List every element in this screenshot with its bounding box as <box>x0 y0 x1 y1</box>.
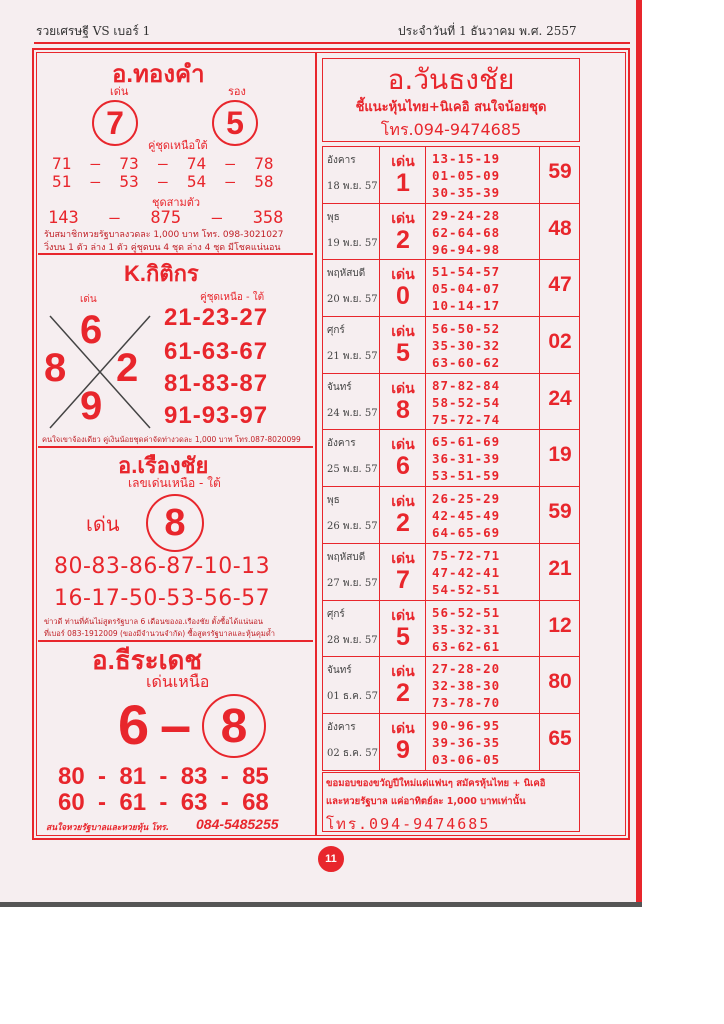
thongkham-den-label: เด่น <box>110 85 129 98</box>
row-den-number: 2 <box>396 225 410 254</box>
kittikorn-cross-left: 8 <box>44 346 67 390</box>
wanthongchai-row <box>322 374 580 431</box>
theeradet-footer-text: สนใจหวยรัฐบาลและหวยหุ้น โทร. <box>46 823 170 833</box>
row-den-label: เด่น <box>391 720 415 737</box>
row-total: 21 <box>548 556 572 580</box>
row-den-number: 2 <box>396 679 410 708</box>
row-total-cell <box>540 317 580 373</box>
row-total-cell <box>540 147 580 203</box>
row-set: 62-64-68 <box>432 224 501 240</box>
kittikorn-title: K.กิติกร <box>124 261 199 286</box>
row-date: 27 พ.ย. 57 <box>327 577 378 589</box>
row-den-cell <box>380 601 426 657</box>
row-total: 12 <box>548 613 572 637</box>
row-den-label: เด่น <box>391 267 415 284</box>
row-den-cell <box>380 657 426 713</box>
row-date-cell <box>322 487 380 543</box>
row-sets-cell <box>426 260 540 316</box>
page-edge-right <box>636 0 642 906</box>
row-den-cell <box>380 374 426 430</box>
row-set: 35-30-32 <box>432 338 501 354</box>
theeradet-num2-circle: 8 <box>202 694 266 758</box>
row-date-cell <box>322 430 380 486</box>
row-date: 21 พ.ย. 57 <box>327 351 378 363</box>
row-sets-cell <box>426 544 540 600</box>
row-day: พุธ <box>327 211 340 223</box>
row-den-cell <box>380 714 426 770</box>
thongkham-title: อ.ทองคำ <box>112 61 205 88</box>
row-day: พฤหัสบดี <box>327 268 366 280</box>
row-den-label: เด่น <box>391 550 415 567</box>
row-date-cell <box>322 204 380 260</box>
row-total-cell <box>540 260 580 316</box>
row-set: 13-15-19 <box>432 151 501 166</box>
row-date: 26 พ.ย. 57 <box>327 521 378 533</box>
wanthongchai-row <box>322 317 580 374</box>
kittikorn-den-label: เด่น <box>80 294 97 305</box>
row-set: 56-52-51 <box>432 604 501 620</box>
row-day: อังคาร <box>327 438 356 450</box>
row-date: 02 ธ.ค. 57 <box>327 747 378 759</box>
row-date: 28 พ.ย. 57 <box>327 634 378 646</box>
row-set: 90-96-95 <box>432 717 501 733</box>
row-set: 87-82-84 <box>432 377 501 393</box>
header-rule <box>34 42 630 44</box>
wanthongchai-row <box>322 487 580 544</box>
row-den-label: เด่น <box>391 664 415 681</box>
theeradet-sub: เด่นเหนือ <box>146 672 210 691</box>
wanthongchai-row <box>322 430 580 487</box>
row-total-cell <box>540 374 580 430</box>
wanthongchai-row <box>322 714 580 771</box>
row-set: 96-94-98 <box>432 241 501 257</box>
rueangchai-note1: ข่าวดี ท่านที่ค้นไม่สูตรรัฐบาล 6 เดือนของอ.เรืองชัย ตั้งซื้อได้แน่นอน <box>44 617 264 626</box>
wanthongchai-phone: โทร.094-9474685 <box>380 120 522 139</box>
theeradet-line1: 80 - 81 - 83 - 85 <box>58 763 269 790</box>
row-sets-cell <box>426 204 540 260</box>
row-set: 05-04-07 <box>432 281 501 297</box>
kittikorn-line-3: 81-83-87 <box>164 370 269 397</box>
thongkham-pair-row2: 51 – 53 – 54 – 58 <box>52 172 274 191</box>
thongkham-rong-circle: 5 <box>212 100 258 146</box>
row-date: 01 ธ.ค. 57 <box>327 691 378 703</box>
theeradet-footer-phone: 084-5485255 <box>196 816 279 832</box>
row-den-label: เด่น <box>391 324 415 341</box>
row-date-cell <box>322 657 380 713</box>
row-date-cell <box>322 374 380 430</box>
kittikorn-line-4: 91-93-97 <box>164 402 269 429</box>
row-total: 02 <box>548 330 572 354</box>
page-edge-bottom <box>0 902 642 907</box>
row-total: 59 <box>548 160 572 183</box>
rueangchai-den-circle: 8 <box>146 494 204 552</box>
row-sets-cell <box>426 374 540 430</box>
rueangchai-note2: ที่เบอร์ 083-1912009 (ของมีจำนวนจำกัด) ซื้อสูตรรัฐบาลและหุ้นคุมด้ำ <box>44 629 275 638</box>
kittikorn-line-2: 61-63-67 <box>164 338 269 365</box>
row-den-number: 7 <box>396 565 410 594</box>
row-sets-cell <box>426 147 540 203</box>
row-set: 01-05-09 <box>432 168 501 183</box>
row-den-label: เด่น <box>391 154 415 170</box>
row-date: 20 พ.ย. 57 <box>327 294 378 306</box>
row-den-cell <box>380 260 426 316</box>
row-set: 10-14-17 <box>432 298 501 314</box>
thongkham-den-circle: 7 <box>92 100 138 146</box>
wanthongchai-promo1: ขอมอบของขวัญปีใหม่แด่แฟนๆ สมัครหุ้นไทย + นิเคอิ <box>326 778 546 789</box>
row-set: 73-78-70 <box>432 695 501 711</box>
row-day: อังคาร <box>327 721 356 733</box>
row-den-number: 5 <box>396 339 410 368</box>
wanthongchai-row <box>322 544 580 601</box>
thongkham-rong-label: รอง <box>228 85 246 98</box>
row-total-cell <box>540 714 580 770</box>
row-total-cell <box>540 544 580 600</box>
row-day: จันทร์ <box>327 665 352 677</box>
row-date-cell <box>322 147 380 203</box>
wanthongchai-row <box>322 260 580 317</box>
row-total-cell <box>540 204 580 260</box>
wanthongchai-row <box>322 601 580 658</box>
theeradet-line2: 60 - 61 - 63 - 68 <box>58 789 269 816</box>
row-set: 29-24-28 <box>432 207 501 223</box>
row-den-label: เด่น <box>391 494 415 511</box>
row-den-number: 8 <box>396 395 410 424</box>
row-day: ศุกร์ <box>327 608 345 620</box>
kittikorn-cross-right: 2 <box>116 346 139 390</box>
rueangchai-den-label: เด่น <box>86 512 120 536</box>
wanthongchai-row <box>322 657 580 714</box>
wanthongchai-table <box>322 146 580 771</box>
wanthongchai-title: อ.วันธงชัย <box>387 63 515 96</box>
row-date: 24 พ.ย. 57 <box>327 407 378 419</box>
row-day: พุธ <box>327 495 340 507</box>
row-set: 35-32-31 <box>432 621 501 637</box>
row-date-cell <box>322 601 380 657</box>
row-den-number: 1 <box>396 169 410 197</box>
kittikorn-line-1: 21-23-27 <box>164 304 269 331</box>
row-total: 80 <box>548 670 572 694</box>
row-set: 26-25-29 <box>432 491 501 507</box>
row-date: 19 พ.ย. 57 <box>327 237 378 249</box>
row-den-label: เด่น <box>391 380 415 397</box>
row-den-cell <box>380 430 426 486</box>
header-right: ประจำวันที่ 1 ธันวาคม พ.ศ. 2557 <box>398 24 577 38</box>
row-set: 75-72-74 <box>432 411 501 427</box>
row-set: 47-42-41 <box>432 564 501 580</box>
thongkham-pair-row1: 71 – 73 – 74 – 78 <box>52 154 274 173</box>
row-set: 30-35-39 <box>432 185 501 200</box>
row-total-cell <box>540 657 580 713</box>
wanthongchai-row <box>322 204 580 261</box>
theeradet-title: อ.ธีระเดช <box>92 645 203 675</box>
row-den-label: เด่น <box>391 210 415 227</box>
rueangchai-line2: 16-17-50-53-56-57 <box>54 586 271 611</box>
header-left: รวยเศรษฐี VS เบอร์ 1 <box>36 24 151 38</box>
row-set: 27-28-20 <box>432 661 501 677</box>
row-day: อังคาร <box>327 155 356 166</box>
row-day: จันทร์ <box>327 381 352 393</box>
row-set: 51-54-57 <box>432 264 501 280</box>
row-set: 56-50-52 <box>432 321 501 337</box>
row-total: 47 <box>548 273 572 297</box>
row-sets-cell <box>426 430 540 486</box>
row-set: 36-31-39 <box>432 451 501 467</box>
row-set: 65-61-69 <box>432 434 501 450</box>
row-set: 75-72-71 <box>432 547 501 563</box>
row-den-label: เด่น <box>391 607 415 624</box>
row-total: 59 <box>548 500 572 524</box>
row-set: 39-36-35 <box>432 734 501 750</box>
theeradet-dash: – <box>160 693 192 756</box>
row-date-cell <box>322 317 380 373</box>
row-set: 58-52-54 <box>432 394 501 410</box>
row-den-number: 9 <box>396 735 410 764</box>
row-den-number: 6 <box>396 452 410 481</box>
thongkham-note2: วิ่งบน 1 ตัว ล่าง 1 ตัว คู่ชุดบน 4 ชุด ล่าง 4 ชุด มีโชคแน่นอน <box>44 243 281 253</box>
wanthongchai-row <box>322 147 580 204</box>
row-sets-cell <box>426 714 540 770</box>
row-date-cell <box>322 714 380 770</box>
separator-1 <box>38 253 313 255</box>
row-total: 65 <box>548 726 572 750</box>
row-total: 48 <box>548 216 572 240</box>
row-den-number: 5 <box>396 622 410 651</box>
row-set: 32-38-30 <box>432 678 501 694</box>
row-den-cell <box>380 317 426 373</box>
row-total-cell <box>540 487 580 543</box>
row-total: 19 <box>548 443 572 467</box>
row-date-cell <box>322 544 380 600</box>
row-den-label: เด่น <box>391 437 415 454</box>
wanthongchai-promo-phone: โทร.094-9474685 <box>326 815 491 833</box>
row-den-number: 0 <box>396 282 410 311</box>
thongkham-note1: รับสมาชิกหวยรัฐบาลงวดละ 1,000 บาท โทร. 098-3021027 <box>44 230 284 240</box>
row-total-cell <box>540 601 580 657</box>
page-number: 11 <box>318 846 344 872</box>
kittikorn-cross-top: 6 <box>80 308 103 352</box>
kittikorn-note: คนใจเขาจ้องเดียว คู่เงินน้อยชุดค่าจัดท่างวดละ 1,000 บาท โทร.087-8020099 <box>42 435 301 444</box>
wanthongchai-promo2: และหวยรัฐบาล แค่อาทิตย์ละ 1,000 บาทเท่านั้น <box>326 796 526 807</box>
row-set: 53-51-59 <box>432 468 501 484</box>
row-sets-cell <box>426 317 540 373</box>
row-set: 42-45-49 <box>432 508 501 524</box>
row-set: 54-52-51 <box>432 581 501 597</box>
column-divider <box>315 52 317 836</box>
row-den-cell <box>380 147 426 203</box>
row-day: พฤหัสบดี <box>327 551 366 563</box>
row-sets-cell <box>426 657 540 713</box>
wanthongchai-subtitle: ชี้แนะหุ้นไทย+นิเคอิ สนใจน้อยชุด <box>355 100 547 115</box>
thongkham-set3: 143 – 875 – 358 <box>48 208 284 228</box>
rueangchai-title: อ.เรืองชัย <box>118 453 209 478</box>
row-den-number: 2 <box>396 509 410 538</box>
row-total: 24 <box>548 386 572 410</box>
row-sets-cell <box>426 601 540 657</box>
row-set: 03-06-05 <box>432 751 501 767</box>
row-set: 63-62-61 <box>432 638 501 654</box>
row-set: 64-65-69 <box>432 525 501 541</box>
thongkham-pair-label: คู่ชุดเหนือใต้ <box>148 139 208 152</box>
row-set: 63-60-62 <box>432 355 501 371</box>
row-date: 25 พ.ย. 57 <box>327 464 378 476</box>
theeradet-num1: 6 <box>118 693 150 756</box>
rueangchai-sub: เลขเด่นเหนือ - ใต้ <box>128 476 221 490</box>
row-sets-cell <box>426 487 540 543</box>
row-date-cell <box>322 260 380 316</box>
row-date: 18 พ.ย. 57 <box>327 181 378 192</box>
rueangchai-line1: 80-83-86-87-10-13 <box>54 554 271 579</box>
kittikorn-cross-bottom: 9 <box>80 384 103 428</box>
row-day: ศุกร์ <box>327 325 345 337</box>
row-den-cell <box>380 487 426 543</box>
thongkham-set3-label: ชุดสามตัว <box>152 196 201 209</box>
row-den-cell <box>380 544 426 600</box>
row-total-cell <box>540 430 580 486</box>
kittikorn-pair-label: คู่ชุดเหนือ - ใต้ <box>200 292 265 303</box>
row-den-cell <box>380 204 426 260</box>
